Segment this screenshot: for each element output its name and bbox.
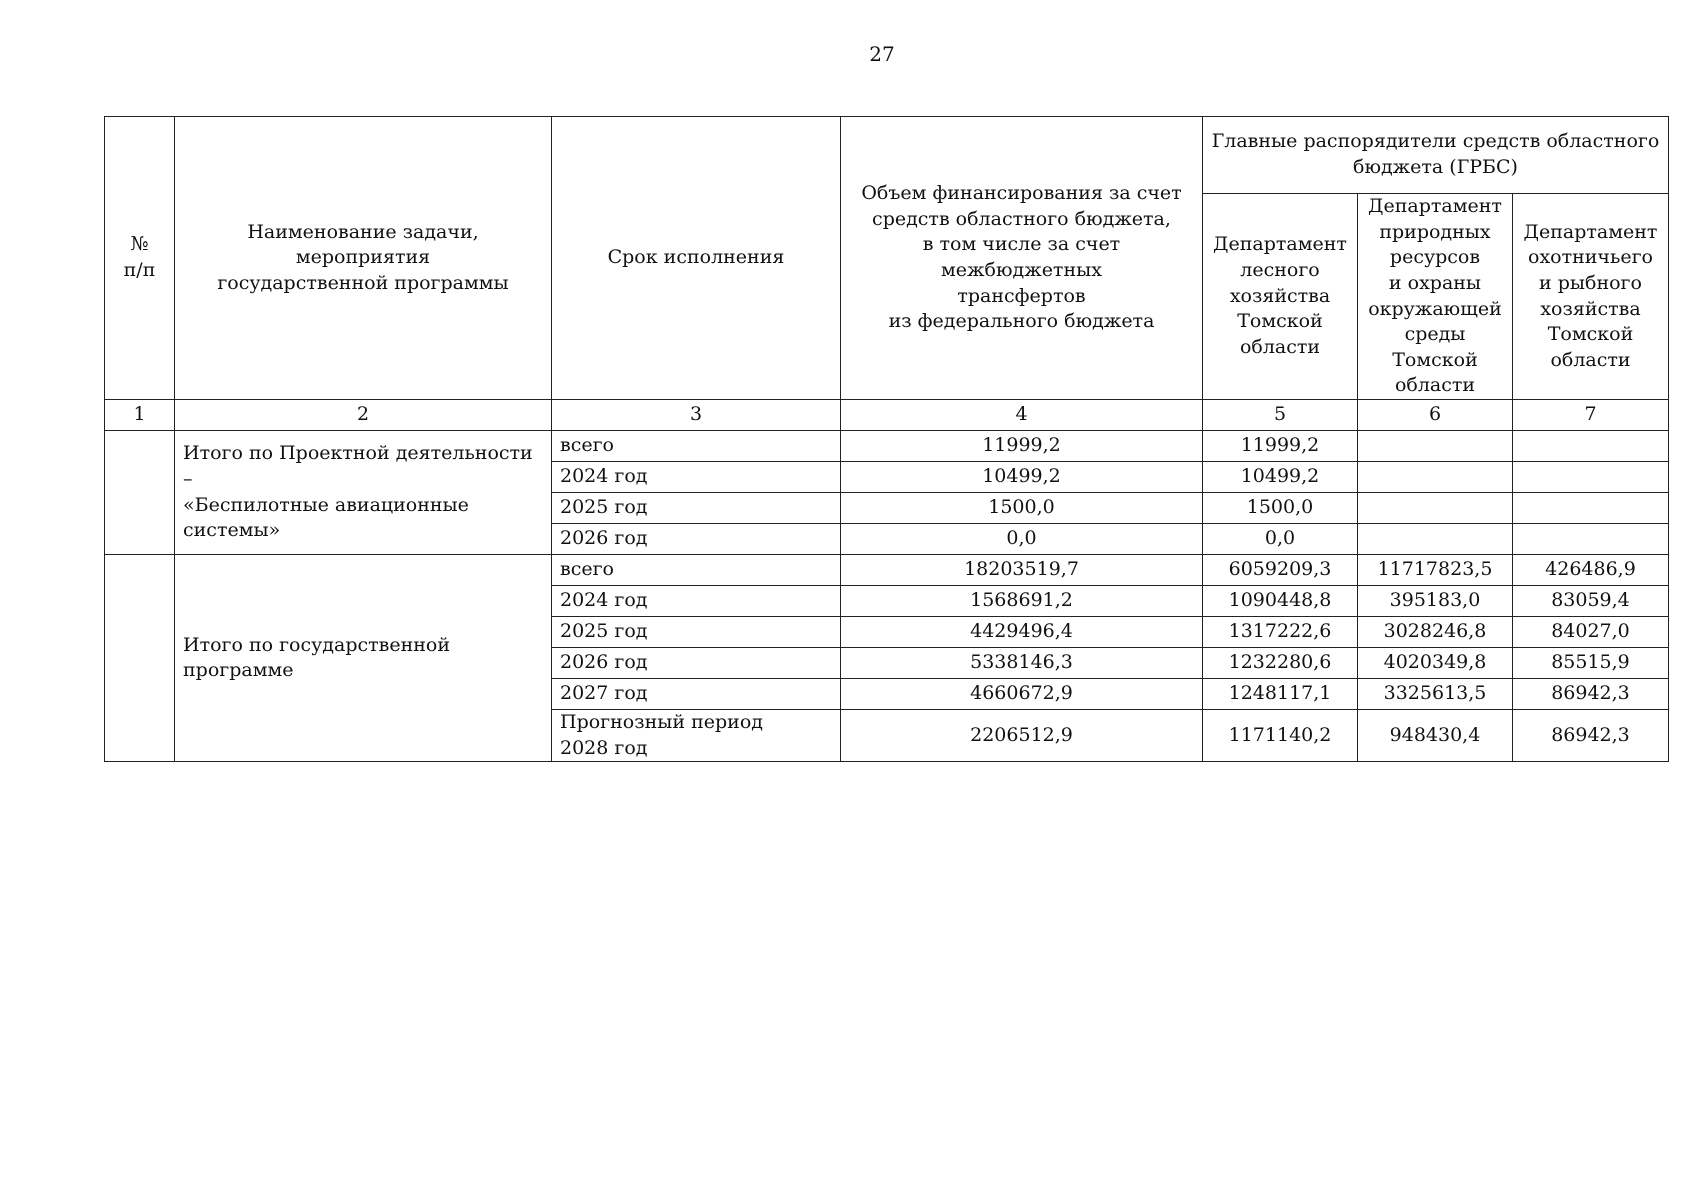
period-cell: 2026 год <box>552 648 841 679</box>
header-period: Срок исполнения <box>552 117 841 400</box>
forestry-cell: 1090448,8 <box>1203 586 1358 617</box>
natural-resources-cell <box>1358 524 1513 555</box>
forestry-cell: 1500,0 <box>1203 493 1358 524</box>
row-number-cell <box>105 431 175 555</box>
period-cell: 2025 год <box>552 617 841 648</box>
hunting-fishing-cell <box>1513 524 1669 555</box>
header-number: № п/п <box>105 117 175 400</box>
total-cell: 0,0 <box>841 524 1203 555</box>
total-cell: 4660672,9 <box>841 679 1203 710</box>
header-grbs: Главные распорядители средств областного бюджета (ГРБС) <box>1203 117 1669 194</box>
table-row <box>105 555 1669 586</box>
period-cell: всего <box>552 431 841 462</box>
total-cell: 5338146,3 <box>841 648 1203 679</box>
header-natural-resources-dept: Департамент природных ресурсов и охраны окружающей среды Томской области <box>1358 194 1513 400</box>
column-number: 1 <box>105 400 175 431</box>
forestry-cell: 0,0 <box>1203 524 1358 555</box>
forestry-cell: 1248117,1 <box>1203 679 1358 710</box>
forestry-cell: 1317222,6 <box>1203 617 1358 648</box>
hunting-fishing-cell: 426486,9 <box>1513 555 1669 586</box>
forestry-cell: 10499,2 <box>1203 462 1358 493</box>
total-cell: 1568691,2 <box>841 586 1203 617</box>
hunting-fishing-cell: 84027,0 <box>1513 617 1669 648</box>
hunting-fishing-cell: 83059,4 <box>1513 586 1669 617</box>
group-name-state-program: Итого по государственной программе <box>175 555 552 762</box>
natural-resources-cell: 3028246,8 <box>1358 617 1513 648</box>
forestry-cell: 1171140,2 <box>1203 710 1358 762</box>
total-cell: 1500,0 <box>841 493 1203 524</box>
row-number-cell <box>105 555 175 762</box>
period-cell: 2024 год <box>552 586 841 617</box>
funding-table <box>104 116 1669 762</box>
header-forestry-dept: Департамент лесного хозяйства Томской области <box>1203 194 1358 400</box>
forestry-cell: 1232280,6 <box>1203 648 1358 679</box>
total-cell: 4429496,4 <box>841 617 1203 648</box>
column-number: 2 <box>175 400 552 431</box>
total-cell: 11999,2 <box>841 431 1203 462</box>
natural-resources-cell <box>1358 493 1513 524</box>
total-cell: 18203519,7 <box>841 555 1203 586</box>
header-funding-volume: Объем финансирования за счет средств областного бюджета, в том числе за счет межбюджетных трансфертов из федерального бюджета <box>841 117 1203 400</box>
page-number: 27 <box>869 42 895 66</box>
column-numbers-row <box>105 400 1669 431</box>
hunting-fishing-cell <box>1513 462 1669 493</box>
column-number: 6 <box>1358 400 1513 431</box>
hunting-fishing-cell <box>1513 431 1669 462</box>
period-cell: 2026 год <box>552 524 841 555</box>
forestry-cell: 6059209,3 <box>1203 555 1358 586</box>
header-row-1 <box>105 117 1669 194</box>
header-task-name: Наименование задачи, мероприятия государственной программы <box>175 117 552 400</box>
period-cell: Прогнозный период 2028 год <box>552 710 841 762</box>
group-name-project-activity: Итого по Проектной деятельности – «Беспилотные авиационные системы» <box>175 431 552 555</box>
natural-resources-cell <box>1358 462 1513 493</box>
column-number: 5 <box>1203 400 1358 431</box>
total-cell: 2206512,9 <box>841 710 1203 762</box>
natural-resources-cell: 4020349,8 <box>1358 648 1513 679</box>
column-number: 7 <box>1513 400 1669 431</box>
column-number: 4 <box>841 400 1203 431</box>
hunting-fishing-cell: 86942,3 <box>1513 710 1669 762</box>
natural-resources-cell: 11717823,5 <box>1358 555 1513 586</box>
header-hunting-fishing-dept: Департамент охотничьего и рыбного хозяйства Томской области <box>1513 194 1669 400</box>
period-cell: 2025 год <box>552 493 841 524</box>
hunting-fishing-cell <box>1513 493 1669 524</box>
table-row <box>105 431 1669 462</box>
column-number: 3 <box>552 400 841 431</box>
hunting-fishing-cell: 85515,9 <box>1513 648 1669 679</box>
period-cell: всего <box>552 555 841 586</box>
period-cell: 2024 год <box>552 462 841 493</box>
natural-resources-cell <box>1358 431 1513 462</box>
forestry-cell: 11999,2 <box>1203 431 1358 462</box>
period-cell: 2027 год <box>552 679 841 710</box>
total-cell: 10499,2 <box>841 462 1203 493</box>
natural-resources-cell: 948430,4 <box>1358 710 1513 762</box>
natural-resources-cell: 395183,0 <box>1358 586 1513 617</box>
hunting-fishing-cell: 86942,3 <box>1513 679 1669 710</box>
natural-resources-cell: 3325613,5 <box>1358 679 1513 710</box>
